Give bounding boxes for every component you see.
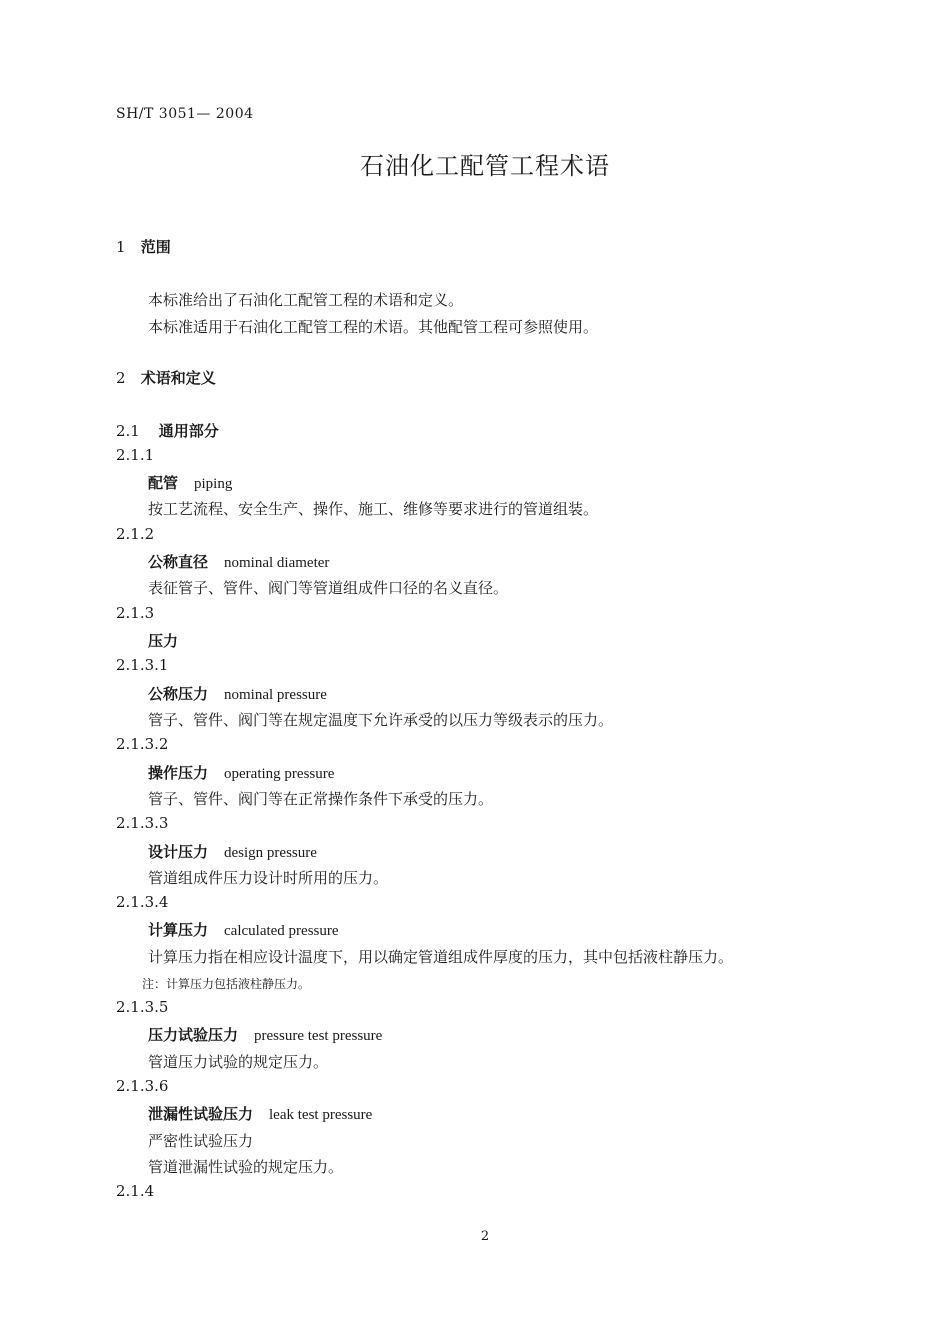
clause-number: 2.1.1 — [116, 446, 155, 464]
term-line — [148, 683, 327, 704]
term-english: nominal diameter — [224, 555, 330, 571]
section-label: 范围 — [140, 238, 171, 256]
term-chinese: 压力 — [148, 632, 179, 650]
term-chinese: 配管 — [148, 474, 179, 492]
page-number: 2 — [480, 1229, 490, 1244]
term-definition: 管道泄漏性试验的规定压力。 — [148, 1158, 344, 1176]
term-definition: 管子、管件、阀门等在正常操作条件下承受的压力。 — [148, 790, 494, 808]
scope-paragraph-1: 本标准给出了石油化工配管工程的术语和定义。 — [148, 291, 464, 309]
term-chinese: 公称压力 — [148, 685, 209, 703]
standard-code: SH/T 3051— 2004 — [116, 106, 254, 122]
scope-paragraph-2: 本标准适用于石油化工配管工程的术语。其他配管工程可参照使用。 — [148, 318, 599, 336]
term-line — [148, 551, 329, 572]
term-english: calculated pressure — [224, 923, 339, 939]
term-line — [148, 630, 194, 651]
term-note: 注：计算压力包括液柱静压力。 — [142, 977, 311, 991]
term-line — [148, 1103, 372, 1124]
document-title: 石油化工配管工程术语 — [360, 152, 610, 180]
term-alternate: 严密性试验压力 — [148, 1132, 254, 1150]
section-2-1-heading — [116, 420, 219, 441]
term-english: operating pressure — [224, 766, 335, 782]
section-number: 1 — [116, 238, 126, 256]
term-definition: 按工艺流程、安全生产、操作、施工、维修等要求进行的管道组装。 — [148, 500, 599, 518]
term-line — [148, 919, 339, 940]
section-number: 2 — [116, 369, 126, 387]
clause-number: 2.1.4 — [116, 1182, 155, 1200]
term-definition: 管道组成件压力设计时所用的压力。 — [148, 869, 389, 887]
term-chinese: 压力试验压力 — [148, 1026, 239, 1044]
term-definition: 管子、管件、阀门等在规定温度下允许承受的以压力等级表示的压力。 — [148, 711, 614, 729]
clause-number: 2.1.3.2 — [116, 735, 169, 753]
clause-number: 2.1.3.1 — [116, 656, 169, 674]
term-chinese: 泄漏性试验压力 — [148, 1105, 254, 1123]
term-english: nominal pressure — [224, 687, 327, 703]
term-english: design pressure — [224, 845, 317, 861]
section-label: 术语和定义 — [140, 369, 216, 387]
term-chinese: 操作压力 — [148, 764, 209, 782]
term-definition: 计算压力指在相应设计温度下，用以确定管道组成件厚度的压力，其中包括液柱静压力。 — [148, 948, 734, 966]
clause-number: 2.1.3.5 — [116, 998, 169, 1016]
clause-number: 2.1.3.3 — [116, 814, 169, 832]
clause-number: 2.1.3.4 — [116, 893, 169, 911]
section-1-heading — [116, 236, 171, 257]
term-line — [148, 762, 334, 783]
term-english: piping — [194, 476, 233, 492]
term-chinese: 计算压力 — [148, 921, 209, 939]
term-definition: 表征管子、管件、阀门等管道组成件口径的名义直径。 — [148, 579, 509, 597]
section-label: 通用部分 — [158, 422, 219, 440]
term-chinese: 公称直径 — [148, 553, 209, 571]
section-number: 2.1 — [116, 422, 140, 440]
term-english: leak test pressure — [269, 1107, 373, 1123]
clause-number: 2.1.3.6 — [116, 1077, 169, 1095]
term-english: pressure test pressure — [254, 1028, 383, 1044]
term-line — [148, 1024, 382, 1045]
clause-number: 2.1.2 — [116, 525, 155, 543]
term-line — [148, 472, 232, 493]
term-line — [148, 841, 317, 862]
clause-number: 2.1.3 — [116, 604, 155, 622]
term-chinese: 设计压力 — [148, 843, 209, 861]
section-2-heading — [116, 367, 216, 388]
term-definition: 管道压力试验的规定压力。 — [148, 1053, 329, 1071]
